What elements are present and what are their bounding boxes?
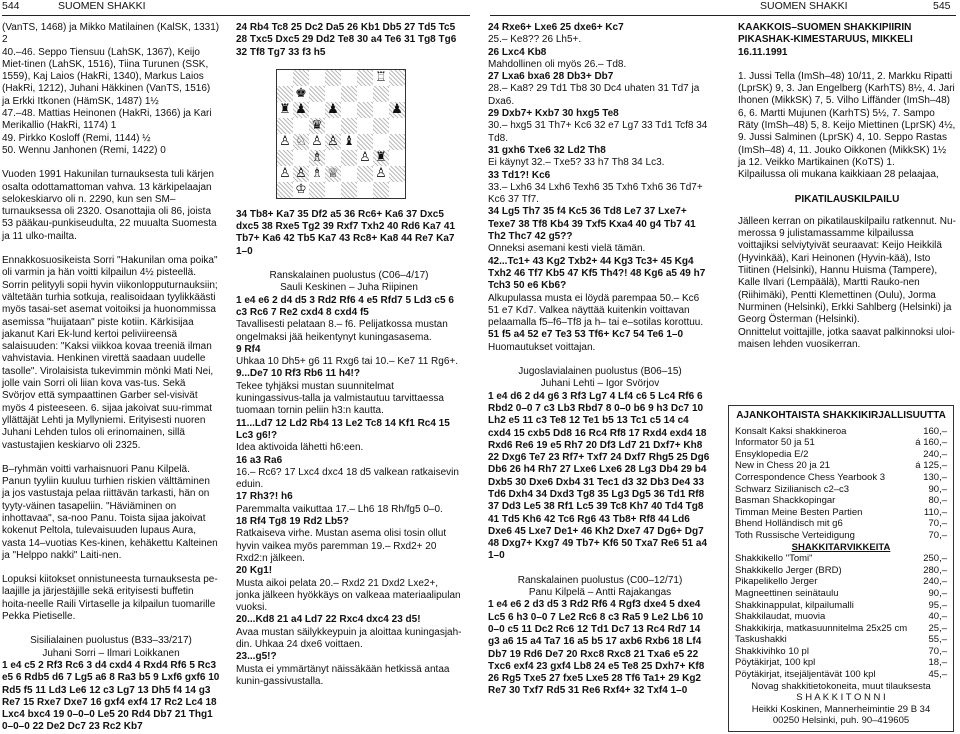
board-square <box>373 118 389 134</box>
item-name: Shakkikello "Tomi" <box>735 553 813 565</box>
board-square <box>357 134 373 150</box>
black-pawn-icon: ♟ <box>327 101 339 117</box>
board-square <box>357 102 373 118</box>
game-moves: 20...Kd8 21 a4 Ld7 22 Rxc4 dxc4 23 d5! <box>236 614 421 626</box>
white-knight-icon: ♘ <box>295 133 307 149</box>
game-comment: Onneksi asemani kesti vielä tämän. <box>488 243 646 255</box>
advert-item <box>735 449 947 461</box>
game-moves: 1 e4 d6 2 d4 g6 3 Rf3 Lg7 4 Lf4 c6 5 Lc4 Rf6 6 Rbd2 0–0 7 c3 Lb3 Rbd7 8 0–0 b6 9 h3 Dc7 10 Lh2 e5 11 c3 Te8 12 Te1 b5 13 Tc1 c5 14 c4 cxd4 15 cxb5 Dd8 16 Rc4 Rf8 17 Rxd4 exd4 18 Rxd6 Re6 19 e5 Rh7 20 Df3 Ld7 21 Dxf7+ Kh8 22 Dxg6 Te7 23 Rf7+ Txf7 24 Dxf7 Rhg5 25 Dg6 Db6 26 h4 Rh7 27 Lxe6 Lxe6 28 Lg3 Db4 29 b4 Dxb5 30 Dxe6 Dxb4 31 Tec1 d3 32 Db3 De4 33 Td6 Dxh4 34 Dxd3 Tg8 35 Lg3 Dg5 36 Td1 Rf8 37 Dd3 Le5 38 Rf1 Lc5 39 Tc8 Kh7 40 Td4 Tg8 41 Td5 Kh6 42 Tc6 Rg6 43 Tb8+ Rf8 44 Ld6 Dxe6 45 Lxe7 De1+ 46 Kh2 Dxe7 47 Dg6+ Dg7 48 Dxg7+ Kxg7 49 Tb7+ Kf6 50 Txa7 Re6 51 a4 1–0 <box>488 390 710 562</box>
game-moves: 23...g5!? <box>236 651 277 663</box>
game-comment: Musta aikoi pelata 20.– Rxd2 21 Dxd2 Lxe2+, jonka jälkeen hyökkäys on valkeaa materiaalipulan vuoksi. <box>236 577 461 614</box>
black-rook-icon: ♜ <box>375 149 387 165</box>
game-comment: 30.– hxg5 31 Th7+ Kc6 32 e7 Lg7 33 Td1 Tcf8 34 Td8. <box>488 120 708 144</box>
advert-item <box>735 507 947 519</box>
item-name: Shakkilaudat, muovia <box>735 611 826 623</box>
page-number-right: 545 <box>933 0 951 12</box>
game-comment: Ratkaiseva virhe. Mustan asema olisi tosin ollut hyvin vaikea myös paremman 19.– Rxd2+ 20 Rxd2:n jälkeen. <box>236 528 447 564</box>
white-king-icon: ♔ <box>295 181 307 197</box>
game-moves: 18 Rf4 Tg8 19 Rd2 Lb5? <box>236 516 349 528</box>
game-title: Ranskalainen puolustus (C00–12/71) <box>517 574 683 586</box>
board-square <box>309 182 325 198</box>
article-paragraph: Lopuksi kiitokset onnistuneesta turnauksesta pe-laajille ja järjestäjille sekä erityisesti buffetin hoita-neelle Raili Virtaselle ja kilpailun tuomarille Pekka Pietiselle. <box>2 574 218 623</box>
advert-title: AJANKOHTAISTA SHAKKIKIRJALLISUUTTA <box>736 410 946 421</box>
magazine-title-right: SUOMEN SHAKKI <box>760 0 848 12</box>
black-king-icon: ♚ <box>295 85 307 101</box>
board-square <box>373 86 389 102</box>
article-paragraph: B–ryhmän voitti varhaisnuori Panu Kilpelä. Panun tyyliin kuuluu turhien riskien välttäminen ja jos vastustaja pelaa riittävän tarkasti, hän on tyyty-väinen tasapeliin. "Häviäminen on inhottavaa", sa-noo Panu. Toista sijaa jakoivat kokenut Peltola, tulevaisuuden lupaus Aura, vasta 14–vuotias Kes-kinen, kehäkettu Kalteinen ja "Helppo nakki" Laiti-nen. <box>2 463 218 561</box>
game-comment: 25.– Ke8?? 26 Lh5+. <box>488 34 582 46</box>
board-square <box>357 86 373 102</box>
column-1 <box>2 22 220 733</box>
advert-item <box>735 530 947 542</box>
white-queen-icon: ♕ <box>327 165 339 181</box>
item-name: Magneettinen seinätaulu <box>735 587 839 599</box>
column-2 <box>236 22 462 702</box>
advert-item <box>735 426 947 438</box>
board-square <box>325 182 341 198</box>
board-square <box>357 70 373 86</box>
game-comment: Tekee tyhjäksi mustan suunnitelmat kuningassivus-talla ja valmistautuu tarvittaessa tuomaan tornin peliin h3:n kautta. <box>236 380 444 417</box>
item-name: Bhend Holländisch mit g6 <box>735 518 843 530</box>
board-square <box>325 86 341 102</box>
game-comment: Mahdollinen oli myös 26.– Td8. <box>488 58 627 70</box>
item-name: Shakkikirja, matkasuunnitelma 25x25 cm <box>735 622 908 634</box>
result-line: (VanTS, 1468) ja Mikko Matilainen (KalSK, 1331) 2 <box>2 22 220 46</box>
advert-item <box>735 576 947 588</box>
item-price: 250,– <box>923 553 947 565</box>
item-name: Shakkinappulat, kilpailumalli <box>735 599 854 611</box>
black-queen-icon: ♛ <box>311 117 323 133</box>
item-name: Correspondence Chess Yearbook 3 <box>735 471 885 483</box>
board-square <box>341 182 357 198</box>
board-square <box>293 118 309 134</box>
game-moves: 27 Lxa6 bxa6 28 Db3+ Db7 <box>488 71 614 83</box>
shop-name: S H A K K I T O N N I <box>796 692 886 704</box>
item-name: Shakkikello Jerger (BRD) <box>735 564 842 576</box>
advert-item <box>735 657 947 669</box>
advert-item <box>735 565 947 577</box>
results-text: 1. Jussi Tella (ImSh–48) 10/11, 2. Markku Ripatti (LprSK) 9, 3. Jan Engelberg (KarhTS) 8½, 4. Jari Ihonen (MikkSK) 7, 5. Vilho Liffänder (ImSh–48) 6, 6. Martti Mujunen (KarhTS) 5½, 7. Sampo Räty (ImSh–48) 5, 8. Keijo Miettinen (LprSK) 4½, 9. Jussi Salminen (LprSK) 4, 10. Seppo Rastas (ImSh–48) 4, 11. Jouko Oikkonen (MikkSK) 1½ ja 12. Veikko Martikainen (KoTS) 1. <box>738 70 956 168</box>
game-comment: Paremmalta vaikuttaa 17.– Lh6 18 Rh/fg5 0–0. <box>236 503 443 515</box>
white-pawn-icon: ♙ <box>279 133 291 149</box>
game-comment: Huomautukset voittajan. <box>488 341 596 353</box>
game-comment: Tavallisesti pelataan 8.– f6. Pelijatkossa mustan ongelmaksi jää heikentynyt kuningasasema. <box>236 319 448 343</box>
game-moves: 31 gxh6 Txe6 32 Ld2 Th8 <box>488 144 606 156</box>
advert-item <box>735 623 947 635</box>
item-price: 80,– <box>928 495 947 507</box>
game-moves: 33 Td1?! Kc6 <box>488 169 551 181</box>
header-rule-right <box>490 15 956 16</box>
game-moves: 24 Rxe6+ Lxe6 25 dxe6+ Kc7 <box>488 22 624 33</box>
game-moves: 34 Lg5 Th7 35 f4 Kc5 36 Td8 Le7 37 Lxe7+ Texe7 38 Tf8 Kb4 39 Txf5 Kxa4 40 g4 Tb7 41 Th2 Thc7 42 g5?? <box>488 206 696 243</box>
game-players: Panu Kilpelä – Antti Rajakangas <box>528 587 672 599</box>
white-pawn-icon: ♙ <box>311 133 323 149</box>
item-price: 110,– <box>923 506 947 518</box>
item-price: 90,– <box>928 587 947 599</box>
white-pawn-icon: ♙ <box>295 165 307 181</box>
accessory-list <box>735 553 947 681</box>
item-price: 18,– <box>928 657 947 669</box>
game-comment: 16.– Rc6? 17 Lxc4 dxc4 18 d5 valkean ratkaisevin eduin. <box>236 466 459 491</box>
game-comment: Uhkaa 10 Dh5+ g6 11 Rxg6 tai 10.– Ke7 11 Rg6+. <box>236 356 459 368</box>
item-name: Basman Shackkopingar <box>735 495 836 507</box>
game-comment: Ei käynyt 32.– Txe5? 33 h7 Th8 34 Lc3. <box>488 157 665 169</box>
board-square <box>293 70 309 86</box>
board-square <box>325 118 341 134</box>
item-name: Pöytäkirjat, itsejäljentävät 100 kpl <box>735 669 876 681</box>
game-comment: Idea aktivoida lähetti h6:een. <box>236 442 364 454</box>
result-line: 47.–48. Mattias Heinonen (HakRi, 1366) ja Kari Merikallio (HakRi, 1174) 1 <box>2 108 212 132</box>
game-title: Sisilialainen puolustus (B33–33/217) <box>30 635 192 647</box>
item-price: á 125,– <box>915 460 947 472</box>
item-name: Informator 50 ja 51 <box>735 437 815 449</box>
item-price: 55,– <box>928 634 947 646</box>
item-price: 45,– <box>928 669 947 681</box>
board-square <box>277 70 293 86</box>
board-square <box>389 118 405 134</box>
board-square <box>389 134 405 150</box>
board-square <box>389 150 405 166</box>
item-name: Shakkivihko 10 pl <box>735 645 809 657</box>
advert-item <box>735 611 947 623</box>
game-moves: 11...Ld7 12 Ld2 Rb4 13 Le2 Tc8 14 Kf1 Rc4 15 Lc3 g6!? <box>236 417 450 441</box>
page-number-left: 544 <box>2 0 20 12</box>
results-note: Kilpailussa oli mukana kaikkiaan 28 pelaajaa, <box>738 169 939 181</box>
game-moves: 1 e4 c5 2 Rf3 Rc6 3 d4 cxd4 4 Rxd4 Rf6 5 Rc3 e5 6 Rdb5 d6 7 Lg5 a6 8 Ra3 b5 9 Lxf6 gxf6 10 Rd5 f5 11 Ld3 Le6 12 c3 Lg7 13 Dh5 f4 14 g3 Re7 15 Rxe7 Dxe7 16 gxf4 exf4 17 Rc2 Lc4 18 Lxc4 bxc4 19 0–0–0 Le5 20 Rd4 Db7 21 Thg1 0–0–0 22 De2 Dc7 23 Rc2 Kb7 <box>2 659 220 733</box>
black-pawn-icon: ♟ <box>295 101 307 117</box>
advert-item <box>735 553 947 565</box>
game-moves: 26 Lxc4 Kb8 <box>488 46 547 58</box>
game-moves: 9...De7 10 Rf3 Rb6 11 h4!? <box>236 368 360 380</box>
board-square <box>373 134 389 150</box>
board-square <box>357 118 373 134</box>
board-square <box>357 182 373 198</box>
black-pawn-icon: ♟ <box>391 101 403 117</box>
game-comment: Alkupulassa musta ei löydä parempaa 50.– Kc6 51 e7 Kd7. Valkea näyttää kuitenkin voittavan pelaamalla f5–f6–Tf8 ja h– tai e–sotilas korottuu. <box>488 292 704 329</box>
board-square <box>277 182 293 198</box>
advert-item <box>735 518 947 530</box>
game-comment: 28.– Ka8? 29 Td1 Tb8 30 Dc4 uhaten 31 Td7 ja Dxa6. <box>488 83 700 107</box>
board-square <box>325 70 341 86</box>
shop-address: Heikki Koskinen, Mannerheimintie 29 B 34 <box>751 703 931 715</box>
item-name: Toth Russische Verteidigung <box>735 529 855 541</box>
magazine-title-left: SUOMEN SHAKKI <box>58 0 146 12</box>
game-comment: Avaa mustan säilykkeypuin ja aloittaa kuningasjah-din. Uhkaa 24 dxe6 voittaen. <box>236 626 462 650</box>
board-square <box>277 86 293 102</box>
board-square <box>341 166 357 182</box>
item-price: 95,– <box>928 599 947 611</box>
game-players: Sauli Keskinen – Juha Riipinen <box>280 282 418 294</box>
item-name: Taskushakki <box>735 634 787 646</box>
advert-item <box>735 484 947 496</box>
item-name: Pikapelikello Jerger <box>735 576 818 588</box>
result-line: 49. Pirkko Kosloff (Remi, 1144) ½ <box>2 132 151 144</box>
book-advert-box <box>728 405 954 732</box>
game-title: Ranskalainen puolustus (C06–4/17) <box>269 270 429 282</box>
item-price: 25,– <box>928 622 947 634</box>
white-bishop-icon: ♗ <box>311 165 323 181</box>
white-pawn-icon: ♙ <box>359 149 371 165</box>
game-moves: 29 Dxb7+ Kxb7 30 hxg5 Te8 <box>488 108 619 120</box>
board-square <box>373 182 389 198</box>
white-pawn-icon: ♙ <box>279 165 291 181</box>
game-moves: 16 a3 Ra6 <box>236 454 283 466</box>
advert-footer: Novag shakkitietokoneita, muut tilauksesta <box>751 680 931 692</box>
advert-item <box>735 669 947 681</box>
item-price: 90,– <box>928 483 947 495</box>
header-rule-left <box>2 15 470 16</box>
board-square <box>341 118 357 134</box>
item-price: 70,– <box>928 529 947 541</box>
book-list <box>735 426 947 542</box>
item-name: Konsalt Kaksi shakkineroa <box>735 425 847 437</box>
section-title: PIKATILAUSKILPAILU <box>794 193 900 205</box>
board-square <box>325 150 341 166</box>
section-title: KAAKKOIS–SUOMEN SHAKKIPIIRIN PIKASHAK-KIMESTARUUS, MIKKELI 16.11.1991 <box>738 22 913 58</box>
white-pawn-icon: ♙ <box>327 133 339 149</box>
article-paragraph: Vuoden 1991 Hakunilan turnauksesta tuli kärjen osalta odottamattoman vahva. 13 kärkipelaajan selokeskiarvo oli n. 2290, kun sen SM–turnauksessa oli 2320. Osanottajia oli 86, joista 53 pääkau-punkiseudulta, 22 muualta Suomesta ja 11 ulko-mailta. <box>2 169 217 242</box>
board-square <box>293 150 309 166</box>
game-players: Juhani Sorri – Ilmari Loikkanen <box>42 647 180 659</box>
board-square <box>309 70 325 86</box>
column-4 <box>738 22 956 392</box>
article-paragraph: Onnittelut voittajille, jotka saavat palkinnoksi uloi-maisen lehden vuosikerran. <box>738 326 955 350</box>
shop-phone: 00250 Helsinki, puh. 90–419605 <box>772 715 910 727</box>
column-3 <box>488 22 712 702</box>
result-line: 50. Wennu Janhonen (Remi, 1422) 0 <box>2 144 166 156</box>
board-square <box>341 70 357 86</box>
advert-item <box>735 588 947 600</box>
game-comment: 33.– Lxh6 34 Lxh6 Texh6 35 Txh6 Txh6 36 Td7+ Kc6 37 Tf7. <box>488 181 703 206</box>
advert-item <box>735 472 947 484</box>
board-square <box>341 86 357 102</box>
item-price: 70,– <box>928 645 947 657</box>
article-paragraph: Ennakkosuosikeista Sorri "Hakunilan oma poika" oli varmin ja hän voitti kilpailun 4½ pisteellä. Sorrin pelityyli sopii hyvin viikonlopputurnauksiin; vältetään turhia sotkuja, realisoidaan tyylikkäästi myös tasai-set asemat voitoiksi ja huonommissa asemissa "huijataan" piste kotiin. Kärkisijaa jakanut Kari Ek-lund kertoi peliviireensä salaisuuden: "Kaksi viikkoa kovaa treeniä ilman vahvistavia. Henkinen virettä saadaan uudelle tasolle". Virolaisista tukevimmin mönki Mati Nei, jolle vain Sorri oli liian kova vas-tus. Sekä Svörjov että sympaattinen Garber sel-visivät myös 4 pisteeseen. 6. sijaa jakoivat suu-rimmat yllättäjät Lehti ja Myllyniemi. Erityisesti nuoren Juhani Lehden tulos oli erinomainen, sillä vastustajien keskiarvo oli 2325. <box>2 255 218 451</box>
game-moves: 9 Rf4 <box>236 343 261 355</box>
item-price: 40,– <box>928 611 947 623</box>
item-price: á 160,– <box>915 437 947 449</box>
game-moves: 24 Rb4 Tc8 25 Dc2 Da5 26 Kb1 Db5 27 Td5 Tc5 28 Txc5 Dxc5 29 Dd2 Te8 30 a4 Te6 31 Tg8 Tg6 32 Tf8 Tg7 33 f3 h5 <box>236 22 457 58</box>
board-square <box>389 166 405 182</box>
article-paragraph: Jälleen kerran on pikatilauskilpailu ratkennut. Nu-merossa 9 julistamassamme kilpailussa voittajiksi selviytyivät seuraavat: Keijo Heikkilä (Hyvinkää), Kari Heinonen (Hyvin-kää), Isto Tiitinen (Helsinki), Hannu Huisma (Tampere), Kalle Ilvari (Lempäälä), Martti Rauko-nen (Riihimäki), Pentti Klemettinen (Oulu), Jorma Nurminen (Helsinki), Erkki Sahlberg (Helsinki) ja Georg Österman (Helsinki). <box>738 215 956 326</box>
board-square <box>389 86 405 102</box>
board-square <box>389 70 405 86</box>
advert-item <box>735 646 947 658</box>
board-square <box>277 150 293 166</box>
item-name: New in Chess 20 ja 21 <box>735 460 831 472</box>
board-square <box>309 86 325 102</box>
item-name: Ensyklopedia E/2 <box>735 448 809 460</box>
board-square <box>277 118 293 134</box>
item-price: 130,– <box>923 471 947 483</box>
board-square <box>309 102 325 118</box>
black-bishop-icon: ♝ <box>343 133 355 149</box>
game-moves: 51 f5 a4 52 e7 Te3 53 Tf6+ Kc7 54 Te6 1–0 <box>488 329 684 341</box>
game-moves: 20 Kg1! <box>236 565 273 577</box>
result-line: 40.–46. Seppo Tiensuu (LahSK, 1367), Keijo Miet-tinen (LahSK, 1516), Tiina Turunen (SSK, 1559), Kaj Laios (HakRi, 1340), Markus Laios (HakRi, 1212), Juhani Häkkinen (VanTS, 1516) ja Erkki Itkonen (HämSK, 1487) 1½ <box>2 46 211 107</box>
advert-item <box>735 460 947 472</box>
item-price: 240,– <box>923 448 947 460</box>
game-comment: Musta ei ymmärtänyt näissäkään hetkissä antaa kunin-gassivustalla. <box>236 663 450 687</box>
chess-diagram <box>276 69 406 199</box>
game-moves: 42...Tc1+ 43 Kg2 Txb2+ 44 Kg3 Tc3+ 45 Kg4 Txh2 46 Tf7 Kb5 47 Kf5 Th4?! 48 Kg6 a5 49 h7 Tch3 50 e6 Kb6? <box>488 255 706 292</box>
board-square <box>341 150 357 166</box>
item-name: Pöytäkirjat, 100 kpl <box>735 657 816 669</box>
white-pawn-icon: ♙ <box>375 165 387 181</box>
item-price: 240,– <box>923 576 947 588</box>
game-moves: 1 e4 e6 2 d3 d5 3 Rd2 Rf6 4 Rgf3 dxe4 5 dxe4 Lc5 6 h3 0–0 7 Le2 Rc6 8 c3 Ra5 9 Le2 Lb6 10 0–0 c5 11 Dc2 Rc6 12 Td1 Dc7 13 Rc4 Rd7 14 g3 a6 15 a4 Ta7 16 a5 b5 17 axb6 Rxb6 18 Lf4 Db7 19 Rd6 De7 20 Rxc8 Rxc8 21 Txa6 e5 22 Txc6 exf4 23 gxf4 Lb8 24 e5 Te8 25 Dxh7+ Kf8 26 Rg5 Txe5 27 fxe5 Lxe5 28 Tf6 Ta1+ 29 Kg2 Re7 30 Txf7 Rd5 31 Re6 Rxf4+ 32 Txf4 1–0 <box>488 599 705 697</box>
black-rook-icon: ♜ <box>279 101 291 117</box>
white-rook-icon: ♖ <box>375 69 387 85</box>
advert-item <box>735 437 947 449</box>
board-square <box>357 166 373 182</box>
game-moves: 34 Tb8+ Ka7 35 Df2 a5 36 Rc6+ Ka6 37 Dxc5 dxc5 38 Rxe5 Tg2 39 Rxf7 Txh2 40 Rd6 Ka7 41 Tb7+ Ka6 42 Tb5 Ka7 43 Rc8+ Ka8 44 Re7 Ka7 1–0 <box>236 208 456 257</box>
game-moves: 1 e4 e6 2 d4 d5 3 Rd2 Rf6 4 e5 Rfd7 5 Ld3 c5 6 c3 Rc6 7 Re2 cxd4 8 cxd4 f5 <box>236 294 454 318</box>
game-moves: 17 Rh3?! h6 <box>236 491 293 503</box>
board-square <box>373 102 389 118</box>
item-name: Schwarz Sizilianisch c2–c3 <box>735 483 850 495</box>
board-square <box>389 182 405 198</box>
item-price: 160,– <box>923 425 947 437</box>
advert-item <box>735 634 947 646</box>
game-players: Juhani Lehti – Igor Svörjov <box>540 378 660 390</box>
item-name: Timman Meine Besten Partien <box>735 506 863 518</box>
item-price: 280,– <box>923 564 947 576</box>
white-bishop-icon: ♗ <box>311 149 323 165</box>
game-title: Jugoslavialainen puolustus (B06–15) <box>518 366 682 378</box>
advert-item <box>735 495 947 507</box>
advert-item <box>735 600 947 612</box>
board-square <box>341 102 357 118</box>
item-price: 70,– <box>928 518 947 530</box>
accessories-heading: SHAKKITARVIKKEITA <box>791 541 891 553</box>
